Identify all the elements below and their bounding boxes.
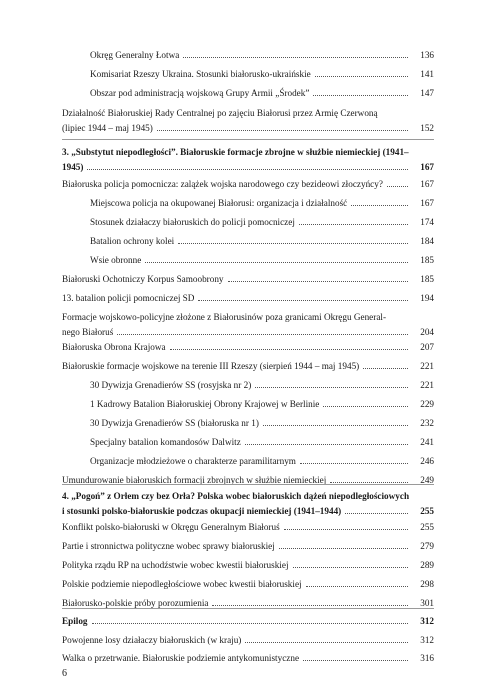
dot-leader xyxy=(245,642,408,643)
toc-entry-title: Specjalny batalion komandosów Dalwitz xyxy=(90,437,241,447)
toc-entry[interactable] xyxy=(62,197,434,209)
toc-entry-title: Umundurowanie białoruskich formacji zbrojnych w służbie niemieckiej xyxy=(62,475,327,485)
toc-entry[interactable] xyxy=(62,634,434,646)
toc-entry-title: Powojenne losy działaczy białoruskich (w kraju) xyxy=(62,635,242,645)
toc-entry[interactable] xyxy=(62,146,434,173)
toc-entry[interactable] xyxy=(62,254,434,266)
dot-leader xyxy=(303,660,408,661)
toc-entry-title: Białoruska policja pomocnicza: zalążek wojska narodowego czy bezideowi złoczyńcy? xyxy=(62,179,383,189)
toc-entry-title: Komisariat Rzeszy Ukraina. Stosunki białorusko-ukraińskie xyxy=(90,69,311,79)
dot-leader xyxy=(323,406,408,407)
toc-entry[interactable] xyxy=(62,311,434,338)
dot-leader xyxy=(345,513,408,514)
toc-entry-title: 13. batalion policji pomocniczej SD xyxy=(62,293,195,303)
toc-entry[interactable] xyxy=(62,540,434,552)
toc-entry-title: Epilog xyxy=(62,616,88,626)
toc-entry-page: 136 xyxy=(420,50,434,60)
toc-entry-page: 185 xyxy=(420,274,434,284)
toc-entry-page: 167 xyxy=(420,198,434,208)
dot-leader xyxy=(279,548,408,549)
dot-leader xyxy=(313,95,408,96)
dot-leader xyxy=(228,281,408,282)
toc-entry-page: 316 xyxy=(420,653,434,663)
toc-entry-title-continued: (lipiec 1944 – maj 1945) xyxy=(62,123,153,133)
toc-entry[interactable] xyxy=(62,455,434,467)
toc-entry-page: 312 xyxy=(420,616,434,626)
toc-entry[interactable] xyxy=(62,49,434,61)
toc-entry-title: Białoruska Obrona Krajowa xyxy=(62,342,166,352)
dot-leader xyxy=(299,224,408,225)
toc-entry-page: 289 xyxy=(420,560,434,570)
toc-entry-page: 249 xyxy=(420,475,434,485)
dot-leader xyxy=(117,334,408,335)
dot-leader xyxy=(170,349,408,350)
toc-entry[interactable] xyxy=(62,578,434,590)
toc-entry-page: 232 xyxy=(420,418,434,428)
toc-entry-page: 241 xyxy=(420,437,434,447)
toc-entry-page: 207 xyxy=(420,342,434,352)
toc-entry-title: Walka o przetrwanie. Białoruskie podziemie antykomunistyczne xyxy=(62,653,300,663)
toc-entry-page: 246 xyxy=(420,456,434,466)
toc-entry-title-continued: i stosunki polsko-białoruskie podczas okupacji niemieckiej (1941–1944) xyxy=(62,506,342,516)
toc-entry-page: 204 xyxy=(420,327,434,337)
dot-leader xyxy=(157,130,408,131)
toc-entry-title: 4. „Pogoń” z Orłem czy bez Orła? Polska wobec białoruskich dążeń niepodległościowych xyxy=(62,491,410,501)
toc-entry-title: Batalion ochrony kolei xyxy=(90,236,175,246)
toc-entry-page: 167 xyxy=(420,162,434,172)
separator-1 xyxy=(62,139,434,140)
toc-entry-page: 255 xyxy=(420,506,434,516)
toc-entry-title: Wsie obronne xyxy=(90,255,142,265)
toc-entry-page: 185 xyxy=(420,255,434,265)
toc-entry[interactable] xyxy=(62,216,434,228)
toc-entry-title: Formacje wojskowo-policyjne złożone z Białorusinów poza granicami Okręgu General- xyxy=(62,312,387,322)
dot-leader xyxy=(178,243,408,244)
toc-entry-title-continued: 1945) xyxy=(62,162,84,172)
toc-entry-title: 3. „Substytut niepodległości”. Białoruskie formacje zbrojne w służbie niemieckiej (1941– xyxy=(62,147,409,157)
toc-entry-page: 152 xyxy=(420,123,434,133)
toc-entry[interactable] xyxy=(62,273,434,285)
toc-entry-title: Białoruskie formacje wojskowe na terenie III Rzeszy (sierpień 1944 – maj 1945) xyxy=(62,361,360,371)
dot-leader xyxy=(245,444,408,445)
toc-entry[interactable] xyxy=(62,360,434,372)
toc-entry-title: 30 Dywizja Grenadierów SS (rosyjska nr 2) xyxy=(90,380,252,390)
toc-entry[interactable] xyxy=(62,87,434,99)
toc-entry-title-continued: nego Białoruś xyxy=(62,327,114,337)
dot-leader xyxy=(198,300,408,301)
dot-leader xyxy=(284,529,408,530)
toc-entry-page: 167 xyxy=(420,179,434,189)
toc-entry-page: 221 xyxy=(420,380,434,390)
toc-entry[interactable] xyxy=(62,490,434,517)
toc-entry[interactable] xyxy=(62,107,434,134)
dot-leader xyxy=(92,623,408,624)
toc-entry-title: Okręg Generalny Łotwa xyxy=(90,50,180,60)
toc-entry-page: 147 xyxy=(420,88,434,98)
dot-leader xyxy=(330,482,408,483)
dot-leader xyxy=(363,368,408,369)
toc-entry[interactable] xyxy=(62,417,434,429)
dot-leader xyxy=(183,57,408,58)
dot-leader xyxy=(315,76,408,77)
toc-entry[interactable] xyxy=(62,178,434,190)
toc-entry-page: 229 xyxy=(420,399,434,409)
toc-entry[interactable] xyxy=(62,436,434,448)
toc-entry[interactable] xyxy=(62,521,434,533)
toc-entry-page: 174 xyxy=(420,217,434,227)
toc-entry-title: Polityka rządu RP na uchodźstwie wobec kwestii białoruskiej xyxy=(62,560,289,570)
dot-leader xyxy=(387,186,408,187)
dot-leader xyxy=(87,169,408,170)
toc-entry-title: Białorusko-polskie próby porozumienia xyxy=(62,598,209,608)
toc-entry-page: 312 xyxy=(420,635,434,645)
dot-leader xyxy=(255,387,408,388)
toc-entry[interactable] xyxy=(62,235,434,247)
separator-3 xyxy=(62,608,434,609)
toc-entry-page: 221 xyxy=(420,361,434,371)
toc-entry-title: Stosunek działaczy białoruskich do policji pomocniczej xyxy=(90,217,295,227)
dot-leader xyxy=(145,262,408,263)
toc-entry[interactable] xyxy=(62,379,434,391)
toc-entry-title: Konflikt polsko-białoruski w Okręgu Generalnym Białoruś xyxy=(62,522,280,532)
dot-leader xyxy=(306,586,408,587)
toc-entry-title: Miejscowa policja na okupowanej Białorusi: organizacja i działalność xyxy=(90,198,348,208)
toc-entry-page: 301 xyxy=(420,598,434,608)
toc-entry[interactable] xyxy=(62,652,434,664)
toc-entry-title: Partie i stronnictwa polityczne wobec sprawy białoruskiej xyxy=(62,541,275,551)
toc-entry-title: 1 Kadrowy Batalion Białoruskiej Obrony Krajowej w Berlinie xyxy=(90,399,320,409)
toc-entry[interactable] xyxy=(62,68,434,80)
toc-entry[interactable] xyxy=(62,398,434,410)
page-number: 6 xyxy=(62,668,67,679)
toc-entry-title: Białoruski Ochotniczy Korpus Samoobrony xyxy=(62,274,224,284)
dot-leader xyxy=(212,605,408,606)
dot-leader xyxy=(293,567,409,568)
toc-entry-page: 194 xyxy=(420,293,434,303)
toc-entry-title: Polskie podziemie niepodległościowe wobec kwestii białoruskiej xyxy=(62,579,302,589)
toc-entry[interactable] xyxy=(62,292,434,304)
toc-entry[interactable] xyxy=(62,559,434,571)
toc-entry-title: 30 Dywizja Grenadierów SS (białoruska nr 1) xyxy=(90,418,259,428)
toc-entry-title: Organizacje młodzieżowe o charakterze paramilitarnym xyxy=(90,456,296,466)
toc-entry-page: 255 xyxy=(420,522,434,532)
toc-entry-page: 141 xyxy=(420,69,434,79)
toc-entry-title: Obszar pod administracją wojskową Grupy Armii „Środek” xyxy=(90,88,310,98)
toc-entry[interactable] xyxy=(62,615,434,627)
dot-leader xyxy=(263,425,408,426)
separator-2 xyxy=(62,484,434,485)
toc-entry-page: 279 xyxy=(420,541,434,551)
toc-entry-page: 298 xyxy=(420,579,434,589)
toc-entry[interactable] xyxy=(62,341,434,353)
toc-entry-page: 184 xyxy=(420,236,434,246)
dot-leader xyxy=(300,463,408,464)
toc-entry-title: Działalność Białoruskiej Rady Centralnej po zajęciu Białorusi przez Armię Czerwoną xyxy=(62,108,378,118)
dot-leader xyxy=(351,205,408,206)
